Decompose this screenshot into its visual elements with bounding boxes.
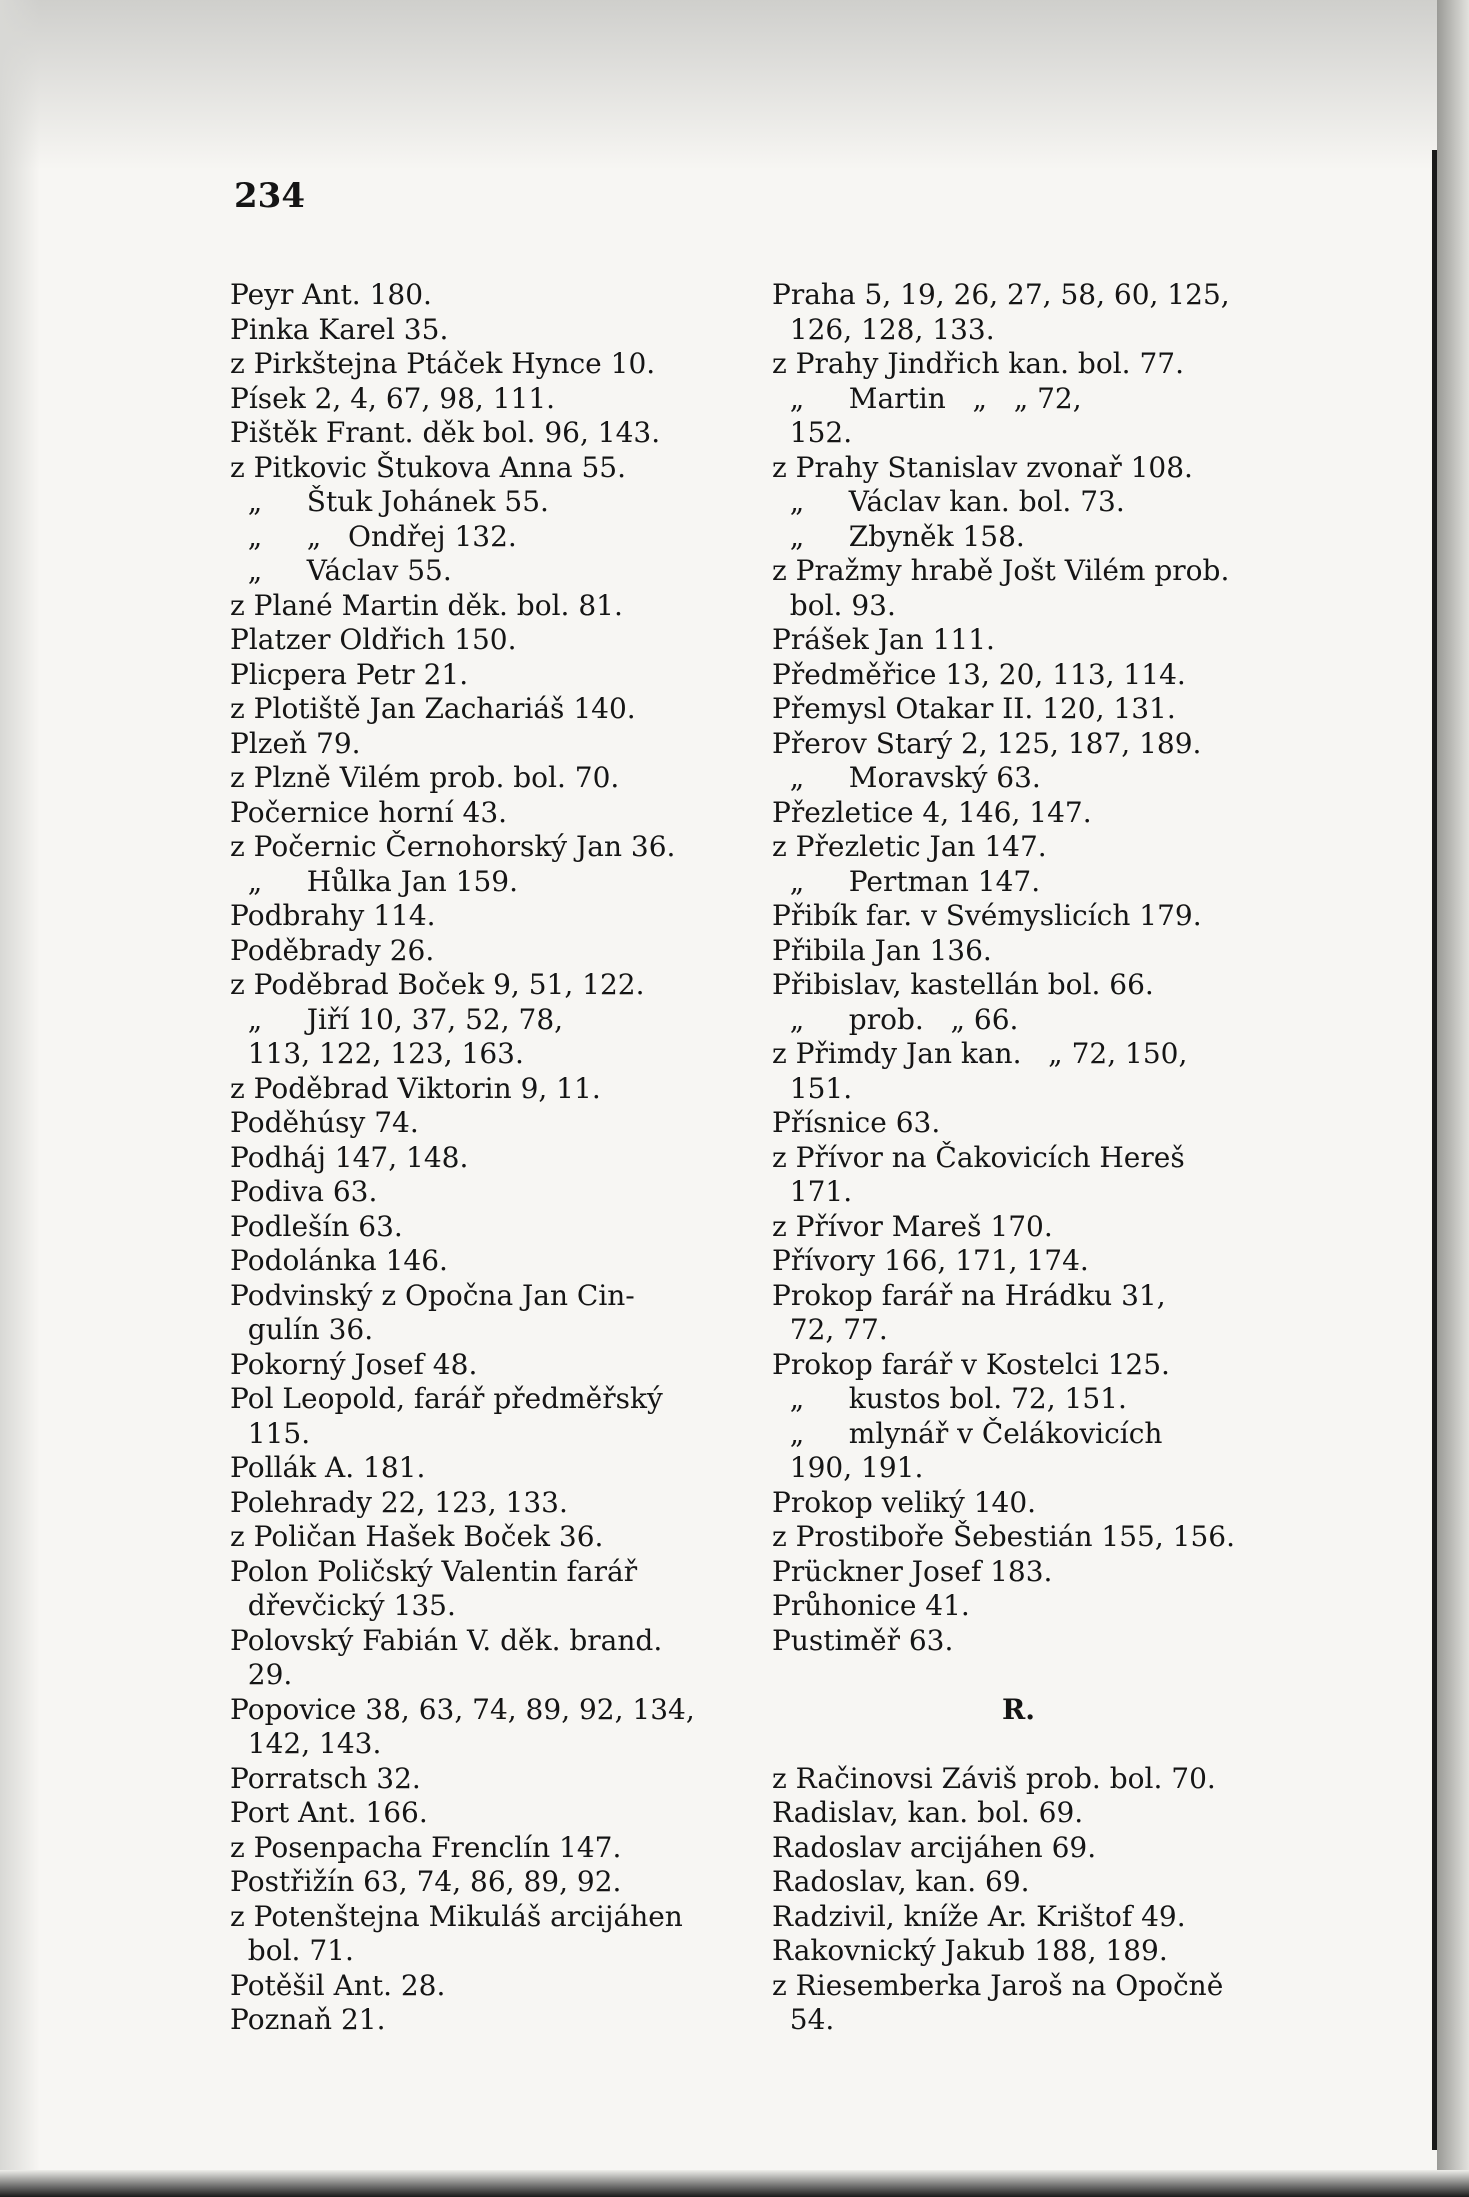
index-entry: z Račinovsi Záviš prob. bol. 70. xyxy=(772,1761,1216,1795)
index-entry: Platzer Oldřich 150. xyxy=(230,623,517,656)
index-entry: Podbrahy 114. xyxy=(230,899,436,932)
index-entry: Prückner Josef 183. xyxy=(772,1554,1053,1588)
scan-right-shadow xyxy=(1437,0,1469,2197)
page-number: 234 xyxy=(234,176,305,216)
index-entry: Plzeň 79. xyxy=(230,726,361,760)
index-entry: Podvinský z Opočna Jan Cin- xyxy=(230,1278,635,1312)
index-entry: Prokop veliký 140. xyxy=(772,1485,1037,1519)
index-entry: „ Jiří 10, 37, 52, 78, xyxy=(230,1002,564,1036)
index-entry: Písek 2, 4, 67, 98, 111. xyxy=(230,381,556,415)
index-entry: „ Hůlka Jan 159. xyxy=(230,864,518,898)
index-entry: z Riesemberka Jaroš na Opočně xyxy=(772,1968,1224,2002)
index-entry: z Prahy Jindřich kan. bol. 77. xyxy=(772,347,1184,380)
index-entry: „ Štuk Johánek 55. xyxy=(230,485,549,518)
index-entry: Podlešín 63. xyxy=(230,1209,403,1243)
index-entry: Porratsch 32. xyxy=(230,1761,421,1795)
index-entry: Přibík far. v Svémyslicích 179. xyxy=(772,899,1202,932)
index-entry: Pustiměř 63. xyxy=(772,1623,954,1657)
index-entry: Poděbrady 26. xyxy=(230,933,435,967)
index-entry: z Pirkštejna Ptáček Hynce 10. xyxy=(230,347,656,380)
index-entry: Prášek Jan 111. xyxy=(772,623,995,656)
index-entry: z Přezletic Jan 147. xyxy=(772,830,1047,863)
index-entry: Pokorný Josef 48. xyxy=(230,1347,478,1381)
index-entry: z Přimdy Jan kan. „ 72, 150, xyxy=(772,1037,1188,1070)
index-entry: 152. xyxy=(772,416,853,449)
index-entry: Počernice horní 43. xyxy=(230,795,508,829)
scan-top-shadow xyxy=(0,0,1469,170)
index-entry: Polon Poličský Valentin farář xyxy=(230,1554,638,1588)
index-entry: z Plzně Vilém prob. bol. 70. xyxy=(230,761,620,794)
index-entry: dřevčický 135. xyxy=(230,1589,456,1622)
scan-left-shadow xyxy=(0,0,40,2197)
index-entry: z Přívor Mareš 170. xyxy=(772,1209,1053,1243)
index-entry: z Pražmy hrabě Jošt Vilém prob. xyxy=(772,554,1230,587)
index-entry: Přibislav, kastellán bol. 66. xyxy=(772,968,1154,1001)
index-entry: Radislav, kan. bol. 69. xyxy=(772,1796,1084,1829)
index-entry: Poznaň 21. xyxy=(230,2003,386,2036)
index-entry: z Poděbrad Boček 9, 51, 122. xyxy=(230,968,645,1001)
index-entry: 113, 122, 123, 163. xyxy=(230,1037,524,1070)
index-entry: Polehrady 22, 123, 133. xyxy=(230,1485,568,1519)
index-entry: „ prob. „ 66. xyxy=(772,1002,1019,1036)
index-entry: 142, 143. xyxy=(230,1727,382,1760)
index-entry: Pinka Karel 35. xyxy=(230,312,449,346)
index-entry: z Plané Martin děk. bol. 81. xyxy=(230,588,623,622)
index-entry: Praha 5, 19, 26, 27, 58, 60, 125, xyxy=(772,278,1230,311)
index-column-left xyxy=(230,278,730,2038)
index-entry: Radoslav arcijáhen 69. xyxy=(772,1830,1097,1864)
index-entry: z Prahy Stanislav zvonař 108. xyxy=(772,450,1193,484)
index-entry: z Přívor na Čakovicích Hereš xyxy=(772,1140,1185,1174)
index-entry: Přemysl Otakar II. 120, 131. xyxy=(772,692,1176,725)
page-edge-line xyxy=(1432,150,1437,2150)
index-entry: z Potenštejna Mikuláš arcijáhen xyxy=(230,1899,683,1933)
index-entry: „ Martin „ „ 72, xyxy=(772,381,1082,415)
index-entry: Přívory 166, 171, 174. xyxy=(772,1244,1089,1277)
index-entry: 126, 128, 133. xyxy=(772,312,995,346)
index-entry: Plicpera Petr 21. xyxy=(230,657,469,691)
index-entry: Podiva 63. xyxy=(230,1175,378,1208)
index-entry: z Poděbrad Viktorin 9, 11. xyxy=(230,1071,601,1105)
index-entry: bol. 71. xyxy=(230,1934,354,1967)
index-entry: Poděhúsy 74. xyxy=(230,1106,419,1139)
index-entry: Přerov Starý 2, 125, 187, 189. xyxy=(772,726,1202,760)
index-entry: „ „ Ondřej 132. xyxy=(230,519,517,553)
index-entry: 151. xyxy=(772,1071,853,1105)
section-heading: R. xyxy=(1002,1692,1036,1726)
index-entry: 72, 77. xyxy=(772,1313,888,1346)
index-entry: z Posenpacha Frenclín 147. xyxy=(230,1830,622,1864)
index-entry: Radoslav, kan. 69. xyxy=(772,1865,1030,1898)
index-entry: Peyr Ant. 180. xyxy=(230,278,432,311)
index-entry: „ Zbyněk 158. xyxy=(772,519,1025,553)
index-entry: bol. 93. xyxy=(772,588,896,622)
index-column-right xyxy=(772,278,1287,2038)
index-entry: 190, 191. xyxy=(772,1451,924,1484)
index-entry: „ Václav kan. bol. 73. xyxy=(772,485,1125,518)
index-entry: Polovský Fabián V. děk. brand. xyxy=(230,1623,663,1657)
index-entry: z Pitkovic Štukova Anna 55. xyxy=(230,450,626,484)
index-entry: z Plotiště Jan Zachariáš 140. xyxy=(230,692,636,725)
index-entry: Přibila Jan 136. xyxy=(772,933,992,967)
index-entry: Rakovnický Jakub 188, 189. xyxy=(772,1934,1168,1967)
index-entry xyxy=(772,1727,1287,1762)
index-entry: Přísnice 63. xyxy=(772,1106,941,1139)
index-entry: Podolánka 146. xyxy=(230,1244,448,1277)
index-entry: gulín 36. xyxy=(230,1313,374,1346)
index-entry: z Prostiboře Šebestián 155, 156. xyxy=(772,1520,1235,1553)
index-entry: 171. xyxy=(772,1175,853,1208)
index-entry: z Poličan Hašek Boček 36. xyxy=(230,1520,604,1553)
index-entry: Průhonice 41. xyxy=(772,1589,970,1622)
index-entry: Prokop farář v Kostelci 125. xyxy=(772,1347,1170,1381)
index-entry: Podháj 147, 148. xyxy=(230,1140,469,1174)
index-entry: Pol Leopold, farář předměřský xyxy=(230,1382,663,1415)
index-entry: Předměřice 13, 20, 113, 114. xyxy=(772,657,1186,691)
index-entry: z Počernic Černohorský Jan 36. xyxy=(230,830,676,863)
index-entry: Popovice 38, 63, 74, 89, 92, 134, xyxy=(230,1692,695,1726)
index-entry: „ Moravský 63. xyxy=(772,761,1041,794)
index-entry: „ mlynář v Čelákovicích xyxy=(772,1416,1163,1450)
index-entry xyxy=(772,1658,1287,1693)
index-entry: „ kustos bol. 72, 151. xyxy=(772,1382,1127,1415)
index-entry: „ Pertman 147. xyxy=(772,864,1041,898)
index-entry: 54. xyxy=(772,2003,835,2036)
index-entry: Pištěk Frant. děk bol. 96, 143. xyxy=(230,416,661,449)
index-entry: „ Václav 55. xyxy=(230,554,452,587)
index-entry: Postřižín 63, 74, 86, 89, 92. xyxy=(230,1865,622,1898)
index-entry: Pollák A. 181. xyxy=(230,1451,426,1484)
index-entry: Potěšil Ant. 28. xyxy=(230,1968,446,2002)
index-entry: 29. xyxy=(230,1658,293,1691)
scan-bottom-shadow xyxy=(0,2170,1469,2197)
index-entry: Radzivil, kníže Ar. Krištof 49. xyxy=(772,1899,1186,1933)
index-entry: 115. xyxy=(230,1416,311,1450)
index-entry: Port Ant. 166. xyxy=(230,1796,428,1829)
index-entry: Přezletice 4, 146, 147. xyxy=(772,795,1092,829)
index-entry: Prokop farář na Hrádku 31, xyxy=(772,1278,1166,1312)
